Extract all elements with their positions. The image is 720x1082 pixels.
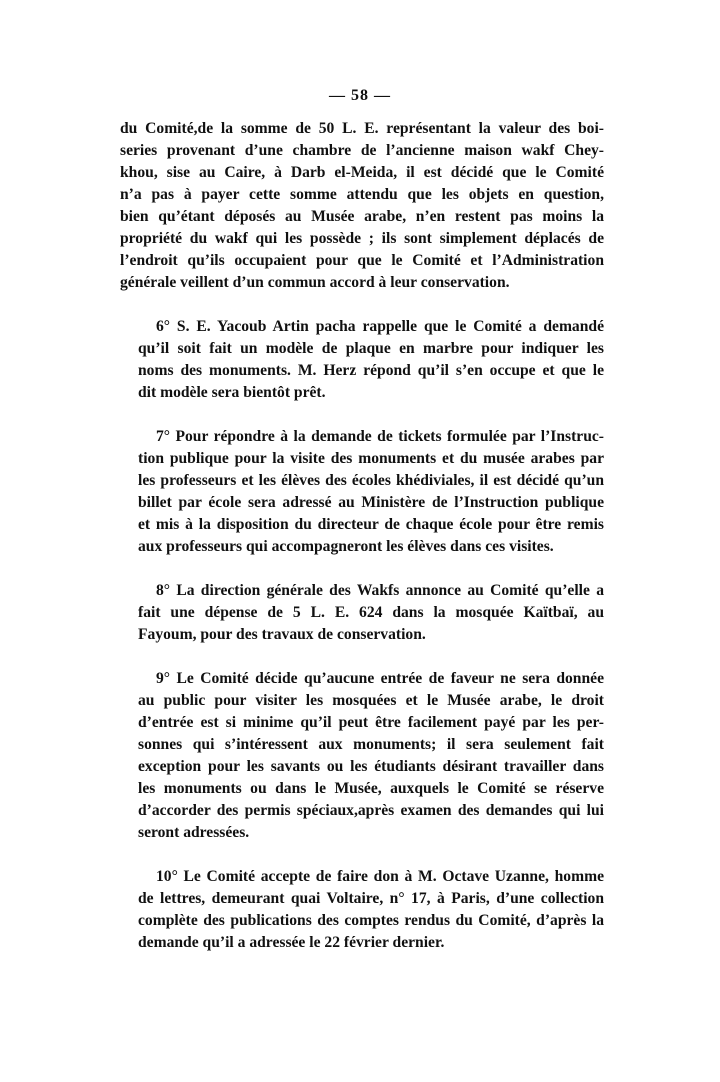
paragraph-continuation	[120, 118, 604, 294]
text-line: noms des monuments. M. Herz répond qu’il s’en occupe et que le	[138, 362, 604, 379]
paragraph-item-7	[120, 426, 604, 558]
text-line: les professeurs et les élèves des écoles khédiviales, il est décidé qu’un	[138, 472, 604, 489]
text-line: aux professeurs qui accompagneront les élèves dans ces visites.	[138, 538, 554, 555]
text-line: 7° Pour répondre à la demande de tickets formulée par l’Instruc-	[156, 428, 604, 445]
text-line: n’a pas à payer cette somme attendu que les objets en question,	[120, 186, 604, 203]
text-line: 6° S. E. Yacoub Artin pacha rappelle que le Comité a demandé	[156, 318, 604, 335]
text-line: exception pour les savants ou les étudiants désirant travailler dans	[138, 758, 604, 775]
text-line: fait une dépense de 5 L. E. 624 dans la mosquée Kaïtbaï, au	[138, 604, 604, 621]
text-line: series provenant d’une chambre de l’ancienne maison wakf Chey-	[120, 142, 604, 159]
text-line: complète des publications des comptes rendus du Comité, d’après la	[138, 912, 604, 929]
text-line: générale veillent d’un commun accord à leur conservation.	[120, 274, 510, 291]
text-line: au public pour visiter les mosquées et le Musée arabe, le droit	[138, 692, 604, 709]
text-line: bien qu’étant déposés au Musée arabe, n’en restent pas moins la	[120, 208, 604, 225]
text-line: propriété du wakf qui les possède ; ils sont simplement déplacés de	[120, 230, 604, 247]
paragraph-item-9	[120, 668, 604, 844]
text-line: 9° Le Comité décide qu’aucune entrée de faveur ne sera donnée	[156, 670, 604, 687]
text-line: billet par école sera adressé au Ministère de l’Instruction publique	[138, 494, 604, 511]
text-line: tion publique pour la visite des monuments et du musée arabes par	[138, 450, 604, 467]
document-body	[120, 118, 604, 954]
text-line: dit modèle sera bientôt prêt.	[138, 384, 326, 401]
text-line: de lettres, demeurant quai Voltaire, n° 17, à Paris, d’une collection	[138, 890, 604, 907]
text-line: 8° La direction générale des Wakfs annonce au Comité qu’elle a	[156, 582, 604, 599]
text-line: du Comité,de la somme de 50 L. E. représentant la valeur des boi-	[120, 120, 604, 137]
text-line: khou, sise au Caire, à Darb el-Meida, il est décidé que le Comité	[120, 164, 604, 181]
text-line: demande qu’il a adressée le 22 février dernier.	[138, 934, 445, 951]
text-line: qu’il soit fait un modèle de plaque en marbre pour indiquer les	[138, 340, 604, 357]
text-line: seront adressées.	[138, 824, 250, 841]
page-number: — 58 —	[329, 87, 391, 104]
text-line: d’entrée est si minime qu’il peut être facilement payé par les per-	[138, 714, 604, 731]
text-line: les monuments ou dans le Musée, auxquels le Comité se réserve	[138, 780, 604, 797]
paragraph-item-8	[120, 580, 604, 646]
text-line: d’accorder des permis spéciaux,après examen des demandes qui lui	[138, 802, 604, 819]
paragraph-item-6	[120, 316, 604, 404]
text-line: Fayoum, pour des travaux de conservation.	[138, 626, 426, 643]
text-line: sonnes qui s’intéressent aux monuments; il sera seulement fait	[138, 736, 604, 753]
text-line: 10° Le Comité accepte de faire don à M. Octave Uzanne, homme	[156, 868, 604, 885]
text-line: et mis à la disposition du directeur de chaque école pour être remis	[138, 516, 604, 533]
paragraph-item-10	[120, 866, 604, 954]
text-line: l’endroit qu’ils occupaient pour que le Comité et l’Administration	[120, 252, 604, 269]
